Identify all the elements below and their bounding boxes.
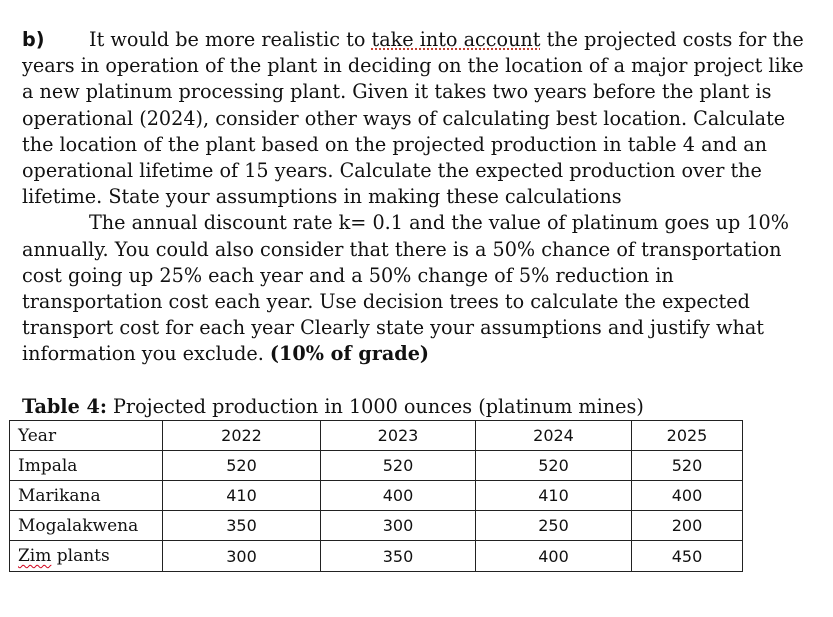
value-cell: 300 bbox=[321, 511, 476, 541]
header-cell: 2022 bbox=[163, 421, 321, 451]
paragraph-2-text: The annual discount rate k= 0.1 and the value of platinum goes up 10% annually. You could also consider that there is a 50% chance of transportation cost going up 25% each year and a 50% change of 5% reduction in transportation cost each year. Use decision trees to calculate the expected transport cost for each year Clearly state your assumptions and justify what information you exclude. bbox=[22, 211, 789, 366]
table-row bbox=[10, 451, 743, 481]
value-cell: 400 bbox=[321, 481, 476, 511]
row-name-rest: plants bbox=[51, 546, 110, 566]
value-cell: 200 bbox=[632, 511, 743, 541]
paragraph-1-start: It would be more realistic to bbox=[89, 28, 372, 51]
row-name-cell bbox=[10, 541, 163, 572]
question-paragraph-1 bbox=[22, 27, 812, 210]
production-table bbox=[9, 420, 743, 572]
header-cell: 2025 bbox=[632, 421, 743, 451]
spellcheck-flagged-word: Zim bbox=[18, 546, 52, 566]
table-header-row bbox=[10, 421, 743, 451]
value-cell: 410 bbox=[476, 481, 632, 511]
value-cell: 350 bbox=[321, 541, 476, 572]
value-cell: 520 bbox=[632, 451, 743, 481]
table-row bbox=[10, 511, 743, 541]
table-row bbox=[10, 481, 743, 511]
value-cell: 410 bbox=[163, 481, 321, 511]
question-text bbox=[22, 27, 812, 368]
table-row bbox=[10, 541, 743, 572]
row-name-cell: Mogalakwena bbox=[10, 511, 163, 541]
value-cell: 520 bbox=[163, 451, 321, 481]
paragraph-1-rest: the projected costs for the years in operation of the plant in deciding on the location of a major project like a new platinum processing plant. Given it takes two years before the plant is operational (2024), consider other ways of calculating best location. Calculate the location of the plant based on the projected production in table 4 and an operational lifetime of 15 years. Calculate the expected production over the lifetime. State your assumptions in making these calculations bbox=[22, 28, 804, 209]
table-caption-text: Projected production in 1000 ounces (platinum mines) bbox=[106, 395, 644, 418]
value-cell: 520 bbox=[321, 451, 476, 481]
grammar-flagged-phrase: take into account bbox=[371, 28, 541, 51]
header-cell: 2023 bbox=[321, 421, 476, 451]
value-cell: 400 bbox=[632, 481, 743, 511]
row-name-cell: Marikana bbox=[10, 481, 163, 511]
row-name-cell: Impala bbox=[10, 451, 163, 481]
value-cell: 450 bbox=[632, 541, 743, 572]
question-label: b) bbox=[22, 28, 45, 51]
grade-weight: (10% of grade) bbox=[269, 342, 430, 366]
value-cell: 250 bbox=[476, 511, 632, 541]
header-cell-year: Year bbox=[10, 421, 163, 451]
value-cell: 300 bbox=[163, 541, 321, 572]
value-cell: 350 bbox=[163, 511, 321, 541]
table-caption bbox=[22, 394, 644, 420]
table-caption-label: Table 4: bbox=[22, 395, 107, 418]
value-cell: 400 bbox=[476, 541, 632, 572]
question-paragraph-2 bbox=[22, 210, 812, 367]
header-cell: 2024 bbox=[476, 421, 632, 451]
value-cell: 520 bbox=[476, 451, 632, 481]
